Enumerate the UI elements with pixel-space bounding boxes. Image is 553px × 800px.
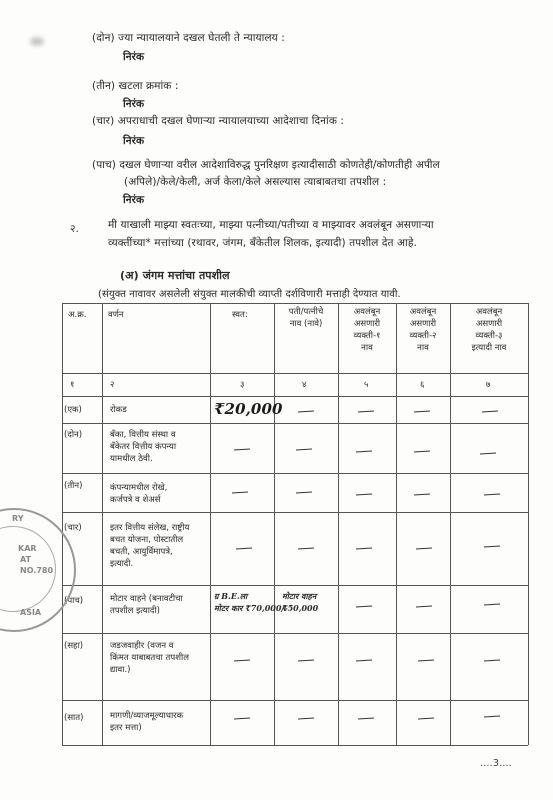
item-three-label: (तीन) खटला क्रमांक :	[92, 80, 179, 92]
row-serial: (एक)	[64, 405, 82, 415]
page-number: ....3....	[480, 758, 512, 769]
header-serial: अ.क्र.	[68, 310, 87, 320]
row-description: मागणी/व्याजमूल्याधारक इतर मत्ता)	[110, 711, 184, 733]
item-four-value: निरंक	[123, 135, 145, 147]
header-self: स्वत:	[232, 310, 248, 320]
section-text-line1: मी याखाली माझ्या स्वतःच्या, माझ्या पत्नीच्या/पतीच्या व माझ्यावर अवलंबून असणाऱ्या	[108, 219, 434, 231]
col-number-6: ६	[420, 380, 425, 390]
col-number-3: ३	[240, 380, 245, 390]
item-three-value: निरंक	[123, 98, 145, 110]
col-number-4: ४	[302, 380, 307, 390]
item-five-label-line2: (अपिले)/केले/केली, अर्ज केला/केले असल्यास त्याबाबतचा तपशील :	[124, 176, 387, 188]
item-two-label: (दोन) ज्या न्यायालयाने दखल घेतली ते न्यायालय :	[92, 32, 285, 44]
col-number-5: ५	[364, 380, 369, 390]
row-serial: (दोन)	[64, 430, 83, 440]
vehicle-self-value: ग्र B.E.ला मोटर कार ₹70,000/-	[214, 591, 288, 613]
row-serial: (तीन)	[64, 481, 83, 491]
header-dependent-1: अवलंबून असणारी व्यक्ती-१ नाव	[353, 307, 381, 353]
row-serial: (चार)	[64, 523, 82, 533]
row-description: रोकड	[110, 405, 127, 415]
cash-self-value: ₹20,000	[214, 400, 283, 418]
col-number-1: १	[70, 380, 75, 390]
item-five-value: निरंक	[123, 194, 145, 206]
item-four-label: (चार) अपराधाची दखल घेणाऱ्या न्यायालयाच्या आदेशाचा दिनांक :	[92, 115, 345, 127]
header-spouse: पती/पत्नीचे नाव (नावे)	[288, 307, 324, 329]
col-number-2: २	[110, 380, 115, 390]
row-description: बँका, वित्तीय संस्था व बँकेतर वित्तीय कंपन्या यामधील ठेवी.	[110, 430, 177, 464]
header-dependent-3: अवलंबून असणारी व्यक्ती-३ इत्यादी नाव	[471, 307, 507, 353]
item-five-label-line1: (पाच) दखल घेणाऱ्या वरील आदेशाविरुद्ध पुनरिक्षण इत्यादीसाठी कोणतेही/कोणतीही अपील	[92, 159, 440, 171]
row-serial: (पाच)	[64, 596, 84, 606]
row-serial: (सहा)	[64, 641, 84, 651]
row-serial: (सात)	[64, 713, 84, 723]
item-two-value: निरंक	[123, 51, 145, 63]
subsection-note: (संयुक्त नावावर असलेली संयुक्त मालकीची व्याप्ती दर्शविणारी मत्ताही देण्यात यावी.	[98, 289, 401, 300]
row-description: मोटार वाहने (बनावटीचा तपशील इत्यादी)	[110, 594, 183, 616]
row-description: जडजवाहीर (वजन व किंमत याबाबतचा तपशील द्यावा.)	[110, 641, 189, 675]
section-number: २.	[70, 223, 79, 235]
section-text-line2: व्यक्तींच्या* मत्तांच्या (रथावर, जंगम, बँकेतील शिलक, इत्यादी) तपशील देत आहे.	[108, 237, 417, 249]
header-dependent-2: अवलंबून असणारी व्यक्ती-२ नाव	[409, 307, 437, 353]
row-description: कंपन्यामधील रोखे, कर्जपत्रे व शेअर्स	[110, 483, 168, 505]
row-description: इतर वित्तीय संलेख, राष्ट्रीय बचत योजना, पोस्टातील बचती, आयुर्विमापत्रे, इत्यादी.	[110, 523, 190, 569]
vehicle-spouse-value: मोटार वाहन ₹50,000	[282, 591, 319, 613]
header-description: वर्णन	[108, 310, 124, 320]
col-number-7: ७	[486, 380, 491, 390]
subsection-title: (अ) जंगम मत्तांचा तपशील	[120, 269, 230, 282]
scan-smudge	[30, 37, 44, 46]
